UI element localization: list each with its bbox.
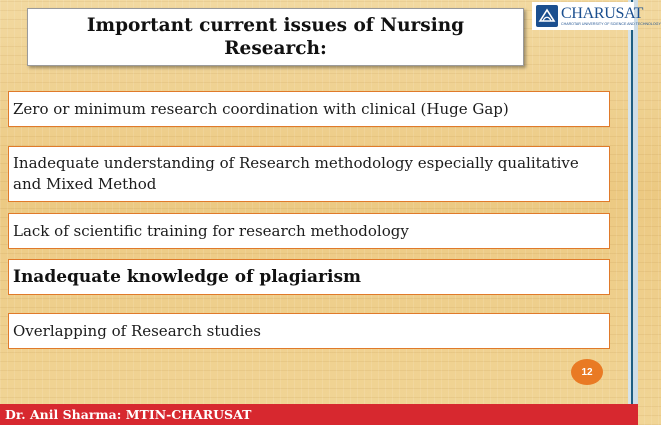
right-edge-stripe [628, 0, 638, 404]
charusat-logo [532, 2, 661, 30]
footer-bar [0, 404, 638, 425]
issue-text: Overlapping of Research studies [13, 321, 261, 340]
issue-item [8, 313, 610, 349]
issue-item [8, 146, 610, 202]
issue-text: Zero or minimum research coordination with clinical (Huge Gap) [13, 99, 509, 118]
issue-item-highlighted [8, 259, 610, 295]
issue-text: Inadequate understanding of Research methodology especially qualitative and Mixed Method [13, 154, 579, 193]
page-number: 12 [581, 366, 593, 378]
logo-tagline: CHAROTAR UNIVERSITY OF SCIENCE AND TECHNOLOGY [561, 21, 661, 26]
logo-name: CHARUSAT [561, 4, 644, 22]
slide-title-box [27, 8, 524, 66]
slide-title: Important current issues of Nursing Research: [86, 15, 465, 59]
page-number-badge [571, 359, 603, 385]
issue-item [8, 91, 610, 127]
issue-text: Lack of scientific training for research methodology [13, 221, 409, 240]
issue-text: Inadequate knowledge of plagiarism [13, 266, 362, 287]
issue-item [8, 213, 610, 249]
footer-author: Dr. Anil Sharma: MTIN-CHARUSAT [5, 407, 252, 422]
university-emblem-icon [536, 5, 558, 27]
